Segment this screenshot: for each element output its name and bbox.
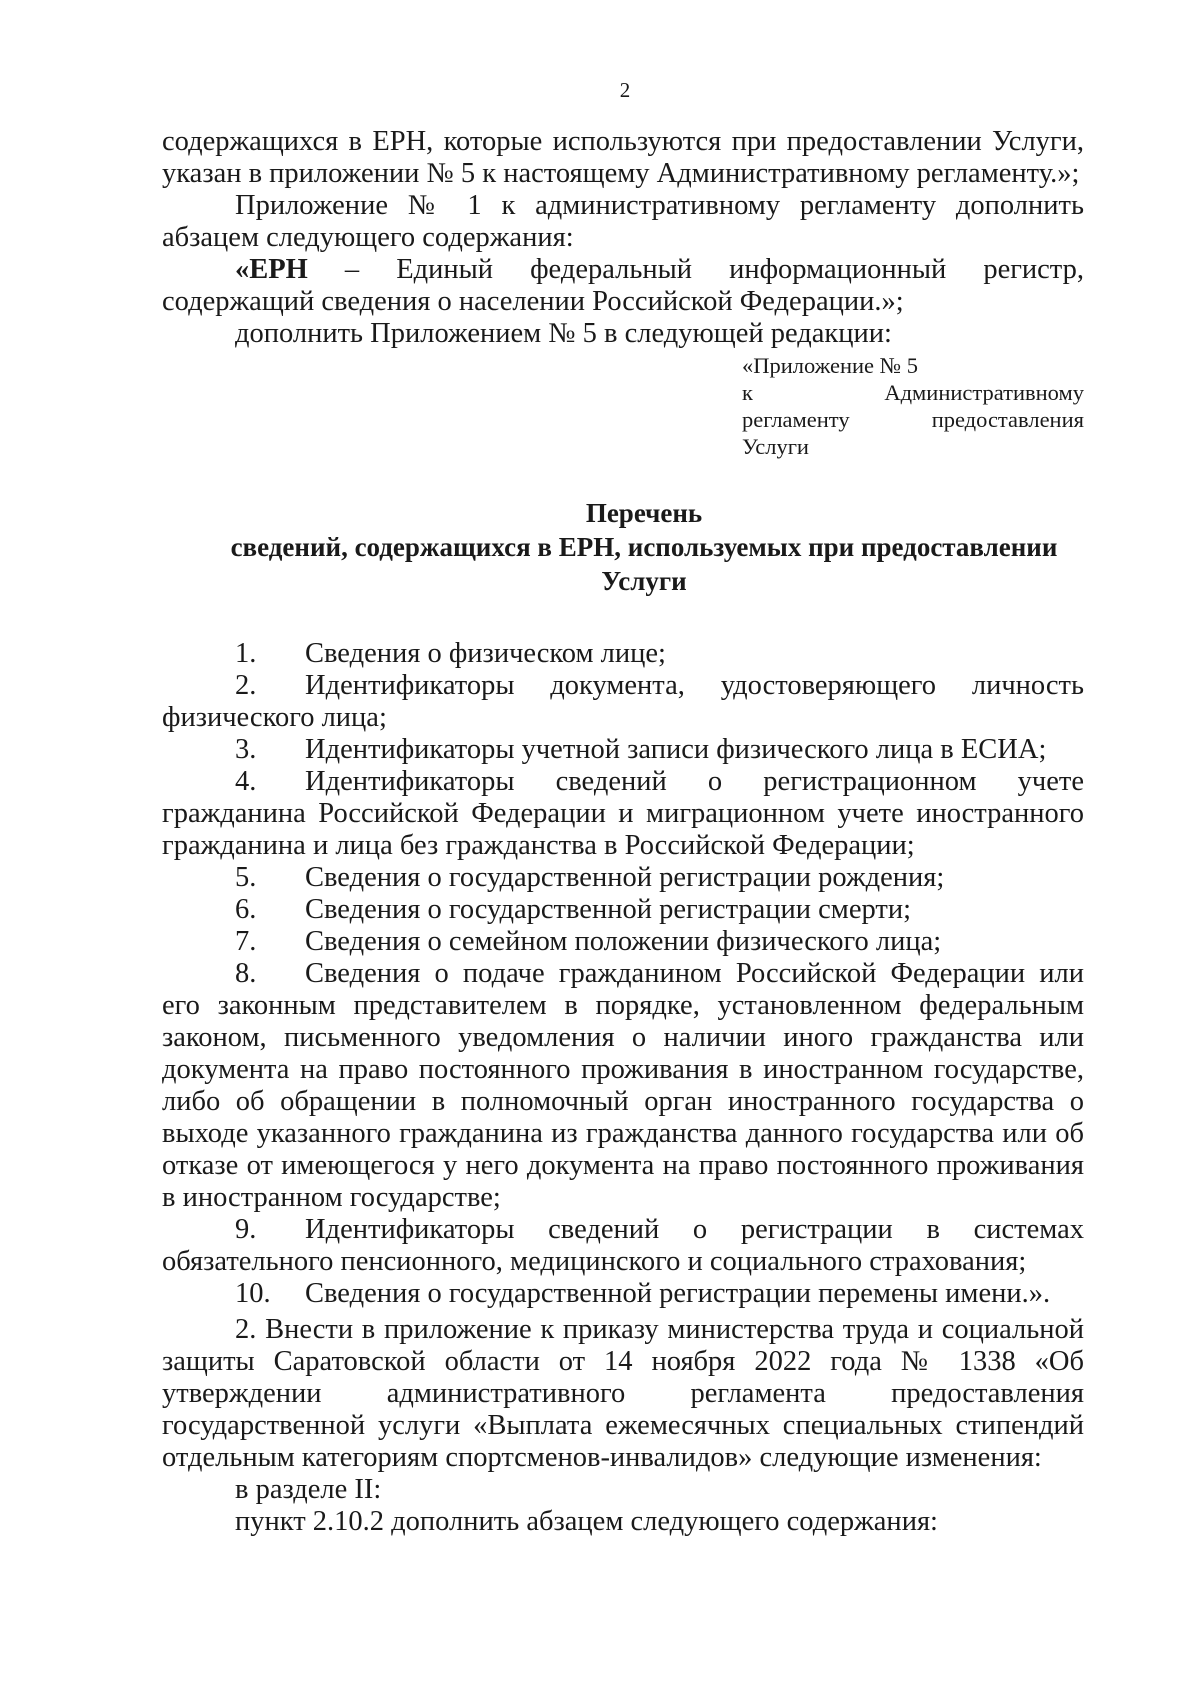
list-item: 2. Идентификаторы документа, удостоверяющего личность физического лица; <box>162 670 1084 733</box>
paragraph-section-2: 2. Внести в приложение к приказу министерства труда и социальной защиты Саратовской области от 14 ноября 2022 года № 1338 «Об утверждении административного регламента предоставления государственной услуги «Выплата ежемесячных специальных стипендий отдельным категориям спортсменов-инвалидов» следующие изменения: <box>162 1314 1084 1473</box>
ern-term: «ЕРН <box>235 254 308 285</box>
paragraph-annex1-amend: Приложение № 1 к административному регламенту дополнить абзацем следующего содержания: <box>162 190 1084 253</box>
paragraph-ern-services: содержащихся в ЕРН, которые используются при предоставлении Услуги, указан в приложении № 5 к настоящему Административному регламенту.»; <box>162 126 1084 189</box>
list-item: 9. Идентификаторы сведений о регистрации в системах обязательного пенсионного, медицинского и социального страхования; <box>162 1214 1084 1277</box>
list-item: 10. Сведения о государственной регистрации перемены имени.». <box>235 1278 1051 1309</box>
list-item: 8. Сведения о подаче гражданином Российской Федерации или его законным представителем в порядке, установленном федеральным законом, письменного уведомления о наличии иного гражданства или документа на право постоянного проживания в иностранном государстве, либо об обращении в полномочный орган иностранного государства о выходе указанного гражданина из гражданства данного государства или об отказе от имеющегося у него документа на право постоянного проживания в иностранном государстве; <box>162 958 1084 1213</box>
list-item: 1. Сведения о физическом лице; <box>235 638 666 669</box>
ern-definition <box>162 254 1084 318</box>
page-number: 2 <box>619 78 631 102</box>
ern-definition-text: – Единый федеральный информационный регистр, содержащий сведения о населении Российской Федерации.»; <box>162 254 1084 317</box>
list-item: 3. Идентификаторы учетной записи физического лица в ЕСИА; <box>235 734 1047 765</box>
list-item: 5. Сведения о государственной регистрации рождения; <box>235 862 945 893</box>
annex-line-4: Услуги <box>742 434 809 459</box>
annex-line-3: регламенту предоставления <box>742 407 1084 432</box>
heading-line-2: сведений, содержащихся в ЕРН, используемых при предоставлении <box>230 532 1058 562</box>
annex-title: «Приложение № 5 <box>742 353 918 378</box>
heading-line-3: Услуги <box>601 566 687 596</box>
paragraph-supplement-annex5: дополнить Приложением № 5 в следующей редакции: <box>235 318 892 349</box>
annex-line-2: к Административному <box>742 380 1084 405</box>
list-item: 7. Сведения о семейном положении физического лица; <box>235 926 942 957</box>
heading-line-1: Перечень <box>585 498 703 528</box>
document-body <box>162 126 1084 1538</box>
list-heading <box>162 496 1084 598</box>
paragraph-section-ii: в разделе II: <box>235 1474 382 1505</box>
list-item: 6. Сведения о государственной регистрации смерти; <box>235 894 911 925</box>
list-item: 4. Идентификаторы сведений о регистрационном учете гражданина Российской Федерации и миграционном учете иностранного гражданина и лица без гражданства в Российской Федерации; <box>162 766 1084 861</box>
paragraph-point-2-10-2: пункт 2.10.2 дополнить абзацем следующего содержания: <box>235 1506 938 1537</box>
ern-info-list <box>162 638 1084 1310</box>
